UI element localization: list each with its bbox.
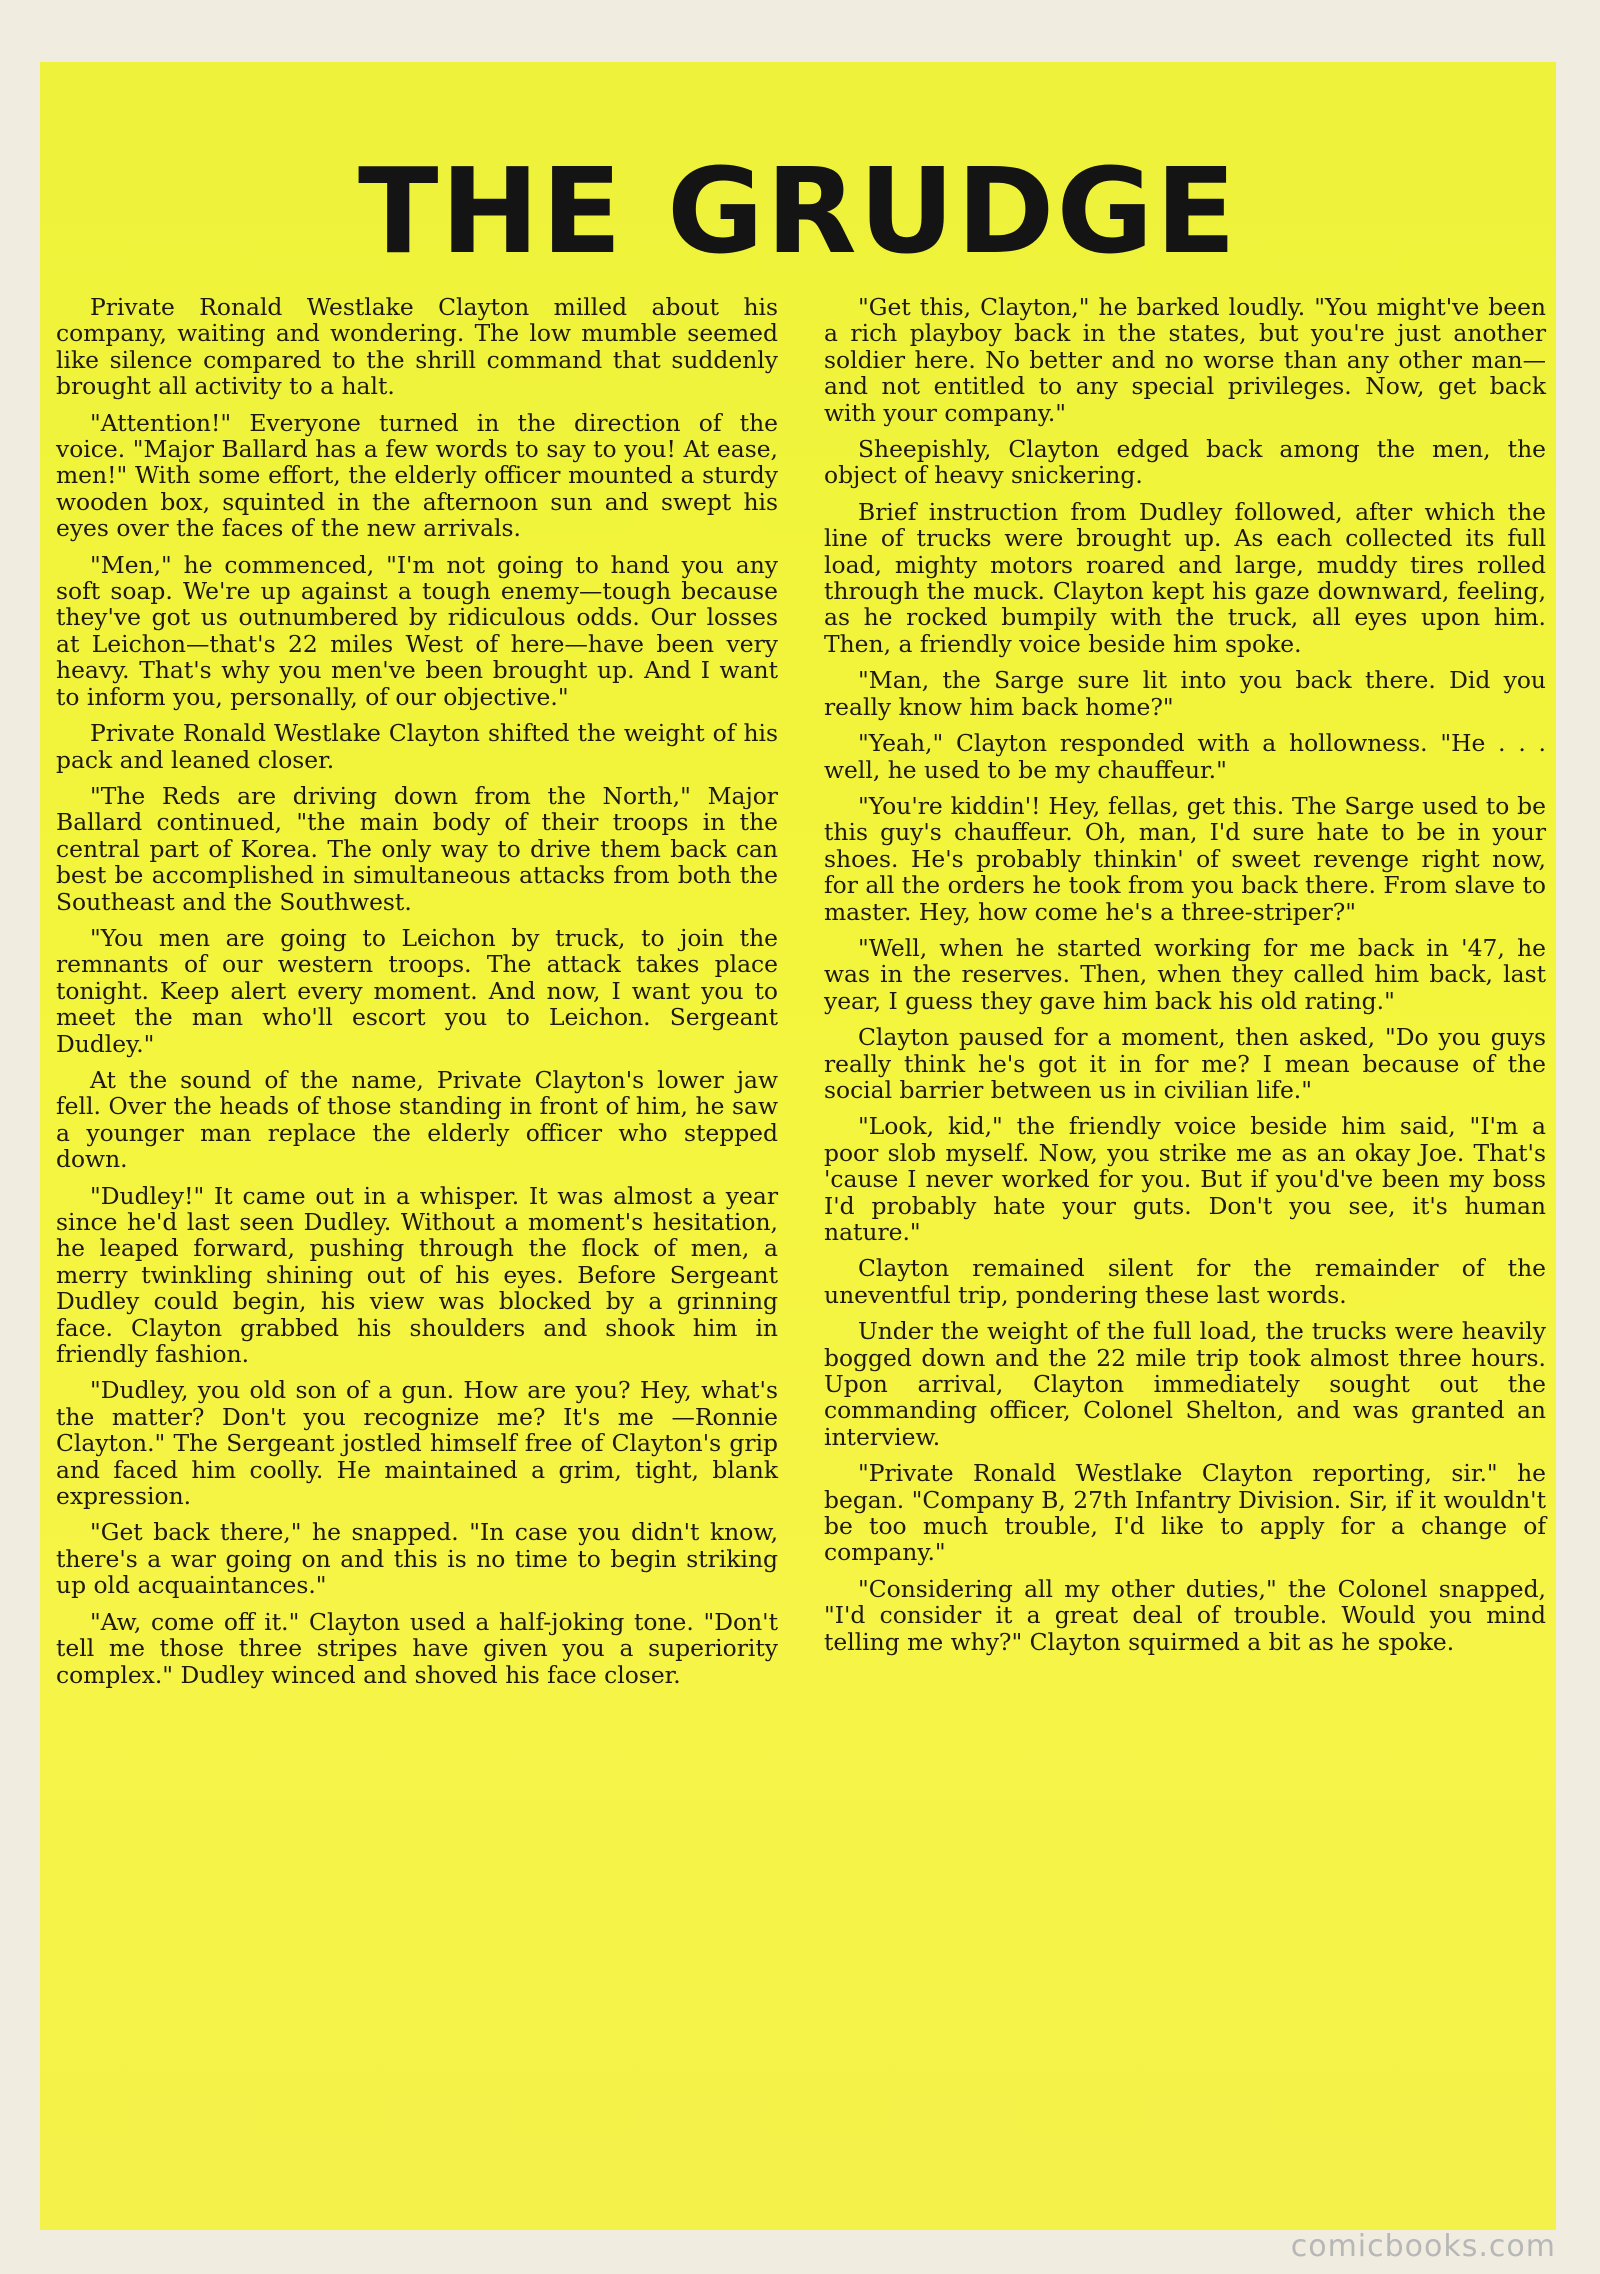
- paragraph: "Considering all my other duties," the Colonel snapped, "I'd consider it a great deal of trouble. Would you mind telling me why?" Clayton squirmed a bit as he spoke.: [824, 1574, 1546, 1656]
- watermark-text: comicbooks.com: [1290, 2229, 1556, 2264]
- paragraph: "Get this, Clayton," he barked loudly. "You might've been a rich playboy back in the states, but you're just another soldier here. No better and no worse than any other man—and not entitled to any special privileges. Now, get back with your company.": [824, 293, 1546, 427]
- left-column: [56, 294, 778, 2194]
- paragraph: Private Ronald Westlake Clayton milled about his company, waiting and wondering. The low mumble seemed like silence compared to the shrill command that suddenly brought all activity to a halt.: [56, 293, 778, 401]
- paragraph: "Aw, come off it." Clayton used a half-joking tone. "Don't tell me those three stripes have given you a superiority complex." Dudley winced and shoved his face closer.: [56, 1607, 778, 1689]
- paragraph: "Men," he commenced, "I'm not going to hand you any soft soap. We're up against a tough enemy—tough because they've got us outnumbered by ridiculous odds. Our losses at Leichon—that's 22 miles West of here—have been very heavy. That's why you men've been brought up. And I want to inform you, personally, of our objective.": [56, 550, 778, 711]
- paragraph: "You men are going to Leichon by truck, to join the remnants of our western troops. The attack takes place tonight. Keep alert every moment. And now, I want you to meet the man who'll escort you to Leichon. Sergeant Dudley.": [56, 923, 778, 1058]
- paragraph: "Yeah," Clayton responded with a hollowness. "He . . . well, he used to be my chauffeur.": [824, 729, 1546, 784]
- paragraph: "The Reds are driving down from the North," Major Ballard continued, "the main body of their troops in the central part of Korea. The only way to drive them back can best be accomplished in simultaneous attacks from both the Southeast and the Southwest.: [56, 781, 778, 916]
- paragraph: "Dudley!" It came out in a whisper. It was almost a year since he'd last seen Dudley. Without a moment's hesitation, he leaped forward, pushing through the flock of men, a merry twinkling shining out of his eyes. Before Sergeant Dudley could begin, his view was blocked by a grinning face. Clayton grabbed his shoulders and shook him in friendly fashion.: [56, 1181, 778, 1369]
- paragraph: Private Ronald Westlake Clayton shifted the weight of his pack and leaned closer.: [56, 719, 778, 774]
- paragraph: Brief instruction from Dudley followed, after which the line of trucks were brought up. As each collected its full load, mighty motors roared and large, muddy tires rolled through the muck. Clayton kept his gaze downward, feeling, as he rocked bumpily with the truck, all eyes upon him. Then, a friendly voice beside him spoke.: [824, 497, 1546, 658]
- story-title: THE GRUDGE: [358, 142, 1238, 280]
- paragraph: "Attention!" Everyone turned in the direction of the voice. "Major Ballard has a few words to say to you! At ease, men!" With some effort, the elderly officer mounted a sturdy wooden box, squinted in the afternoon sun and swept his eyes over the faces of the new arrivals.: [56, 408, 778, 543]
- paragraph: "Private Ronald Westlake Clayton reporting, sir." he began. "Company B, 27th Infantry Division. Sir, if it wouldn't be too much trouble, I'd like to apply for a change of company.": [824, 1459, 1546, 1567]
- paragraph: Clayton remained silent for the remainder of the uneventful trip, pondering these last words.: [824, 1254, 1546, 1309]
- paragraph: "Man, the Sarge sure lit into you back there. Did you really know him back home?": [824, 666, 1546, 721]
- right-column: [824, 294, 1546, 2194]
- paragraph: "Dudley, you old son of a gun. How are you? Hey, what's the matter? Don't you recognize me? It's me —Ronnie Clayton." The Sergeant jostled himself free of Clayton's grip and faced him coolly. He maintained a grim, tight, blank expression.: [56, 1376, 778, 1511]
- paragraph: "Well, when he started working for me back in '47, he was in the reserves. Then, when they called him back, last year, I guess they gave him back his old rating.": [824, 933, 1546, 1015]
- story-panel: [40, 62, 1556, 2230]
- paragraph: "You're kiddin'! Hey, fellas, get this. The Sarge used to be this guy's chauffeur. Oh, man, I'd sure hate to be in your shoes. He's probably thinkin' of sweet revenge right now, for all the orders he took from you back there. From slave to master. Hey, how come he's a three-striper?": [824, 791, 1546, 926]
- paragraph: "Get back there," he snapped. "In case you didn't know, there's a war going on and this is no time to begin striking up old acquaintances.": [56, 1518, 778, 1600]
- paragraph: At the sound of the name, Private Clayton's lower jaw fell. Over the heads of those standing in front of him, he saw a younger man replace the elderly officer who stepped down.: [56, 1065, 778, 1174]
- paragraph: Under the weight of the full load, the trucks were heavily bogged down and the 22 mile trip took almost three hours. Upon arrival, Clayton immediately sought out the commanding officer, Colonel Shelton, and was granted an interview.: [824, 1317, 1546, 1451]
- text-columns: [56, 294, 1546, 2194]
- paragraph: Sheepishly, Clayton edged back among the men, the object of heavy snickering.: [824, 435, 1546, 490]
- paragraph: "Look, kid," the friendly voice beside him said, "I'm a poor slob myself. Now, you strike me as an okay Joe. That's 'cause I never worked for you. But if you'd've been my boss I'd probably hate your guts. Don't you see, it's human nature.": [824, 1112, 1546, 1246]
- paragraph: Clayton paused for a moment, then asked, "Do you guys really think he's got it in for me? I mean because of the social barrier between us in civilian life.": [824, 1023, 1546, 1104]
